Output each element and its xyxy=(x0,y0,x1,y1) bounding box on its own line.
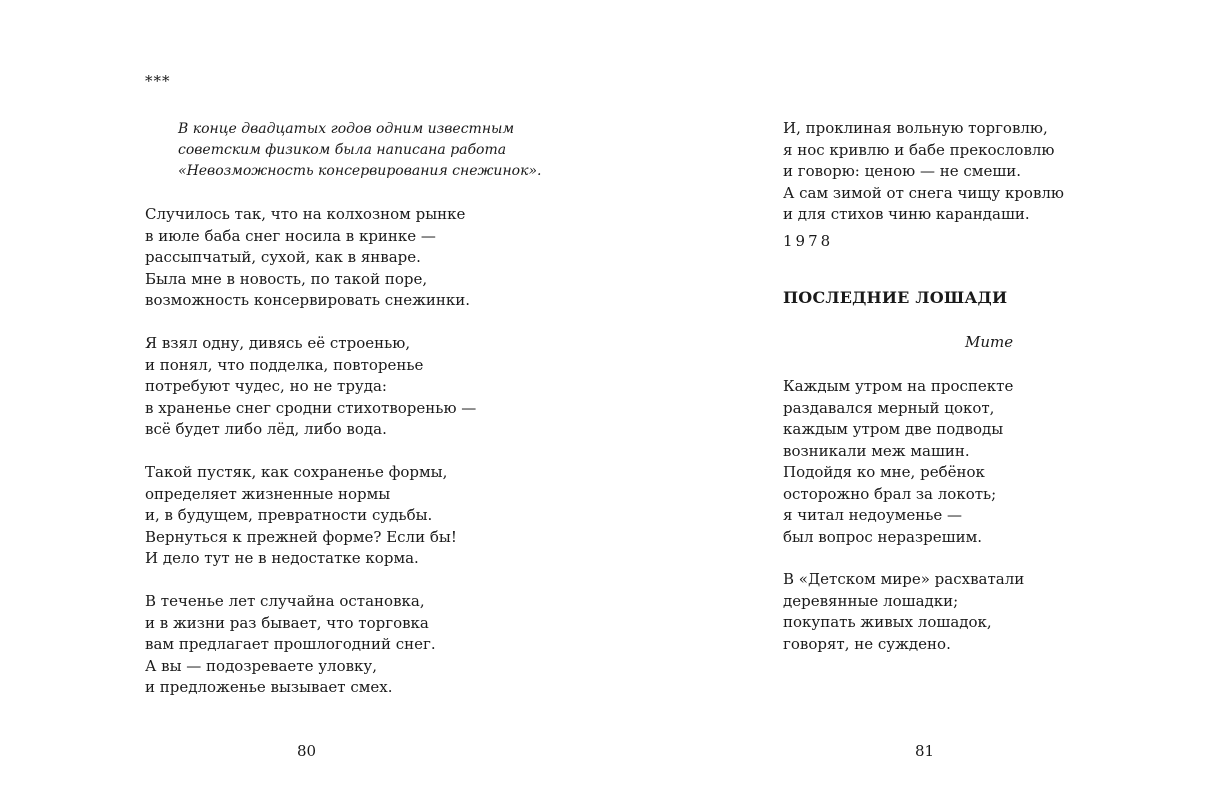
poem-line: Я взял одну, дивясь её строенью, xyxy=(145,334,411,352)
page-number: 80 xyxy=(297,742,317,760)
poem-line: осторожно брал за локоть; xyxy=(783,484,997,503)
poem-line: я нос кривлю и бабе прекословлю xyxy=(783,140,1055,159)
poem-line: потребуют чудес, но не труда: xyxy=(145,377,387,395)
poem-line: А сам зимой от снега чищу кровлю xyxy=(783,183,1064,202)
poem-line: и понял, что подделка, повторенье xyxy=(145,355,424,374)
poem-line: рассыпчатый, сухой, как в январе. xyxy=(145,248,421,266)
poem-year: 1978 xyxy=(783,232,834,250)
poem-line: вам предлагает прошлогодний снег. xyxy=(145,635,436,653)
poem-line: и предложенье вызывает смех. xyxy=(145,678,393,696)
stanza xyxy=(783,118,1064,226)
poem-line: покупать живых лошадок, xyxy=(783,613,992,631)
poem-line: Такой пустяк, как сохраненье формы, xyxy=(145,463,448,481)
stanza xyxy=(145,204,470,312)
poem-line: в храненье снег сродни стихотворенью — xyxy=(145,398,477,417)
poem-line: говорят, не суждено. xyxy=(783,634,951,653)
poem-line: в июле баба снег носила в кринке — xyxy=(145,226,436,245)
poem-line: И дело тут не в недостатке корма. xyxy=(145,549,419,567)
stanza xyxy=(145,591,436,699)
poem-line: каждым утром две подводы xyxy=(783,420,1004,438)
page-number: 81 xyxy=(915,742,935,760)
poem-line: деревянные лошадки; xyxy=(783,591,959,610)
poem-line: определяет жизненные нормы xyxy=(145,484,391,503)
poem-line: Подойдя ко мне, ребёнок xyxy=(783,463,985,481)
poem-line: был вопрос неразрешим. xyxy=(783,527,982,546)
poem-line: я читал недоуменье — xyxy=(783,506,963,524)
epigraph-line: В конце двадцатых годов одним известным xyxy=(178,121,515,137)
poem-line: и для стихов чиню карандаши. xyxy=(783,205,1030,223)
right-page xyxy=(615,0,1230,800)
stanza xyxy=(783,569,1024,655)
poem-line: Вернуться к прежней форме? Если бы! xyxy=(145,527,457,546)
poem-line: возможность консервировать снежинки. xyxy=(145,291,471,309)
poem-line: В теченье лет случайна остановка, xyxy=(145,592,425,610)
poem-line: Была мне в новость, по такой поре, xyxy=(145,269,428,288)
epigraph-line: советским физиком была написана работа xyxy=(178,142,507,158)
poem-line: всё будет либо лёд, либо вода. xyxy=(145,420,387,438)
poem-title: ПОСЛЕДНИЕ ЛОШАДИ xyxy=(783,288,1008,307)
poem-line: А вы — подозреваете уловку, xyxy=(145,656,378,675)
section-separator: *** xyxy=(145,72,171,90)
poem-line: Каждым утром на проспекте xyxy=(783,377,1014,395)
poem-line: раздавался мерный цокот, xyxy=(783,398,995,417)
stanza xyxy=(145,462,457,570)
poem-line: и говорю: ценою — не смеши. xyxy=(783,162,1022,180)
stanza xyxy=(783,376,1013,548)
poem-line: и в жизни раз бывает, что торговка xyxy=(145,613,429,632)
dedication: Мите xyxy=(965,333,1014,351)
epigraph-line: «Невозможность консервирования снежинок». xyxy=(178,163,542,179)
poem-line: возникали меж машин. xyxy=(783,441,970,460)
poem-line: Случилось так, что на колхозном рынке xyxy=(145,205,466,223)
poem-line: В «Детском мире» расхватали xyxy=(783,570,1025,588)
poem-line: и, в будущем, превратности судьбы. xyxy=(145,506,433,524)
stanza xyxy=(145,333,476,441)
epigraph xyxy=(178,119,542,182)
poem-line: И, проклиная вольную торговлю, xyxy=(783,119,1048,137)
